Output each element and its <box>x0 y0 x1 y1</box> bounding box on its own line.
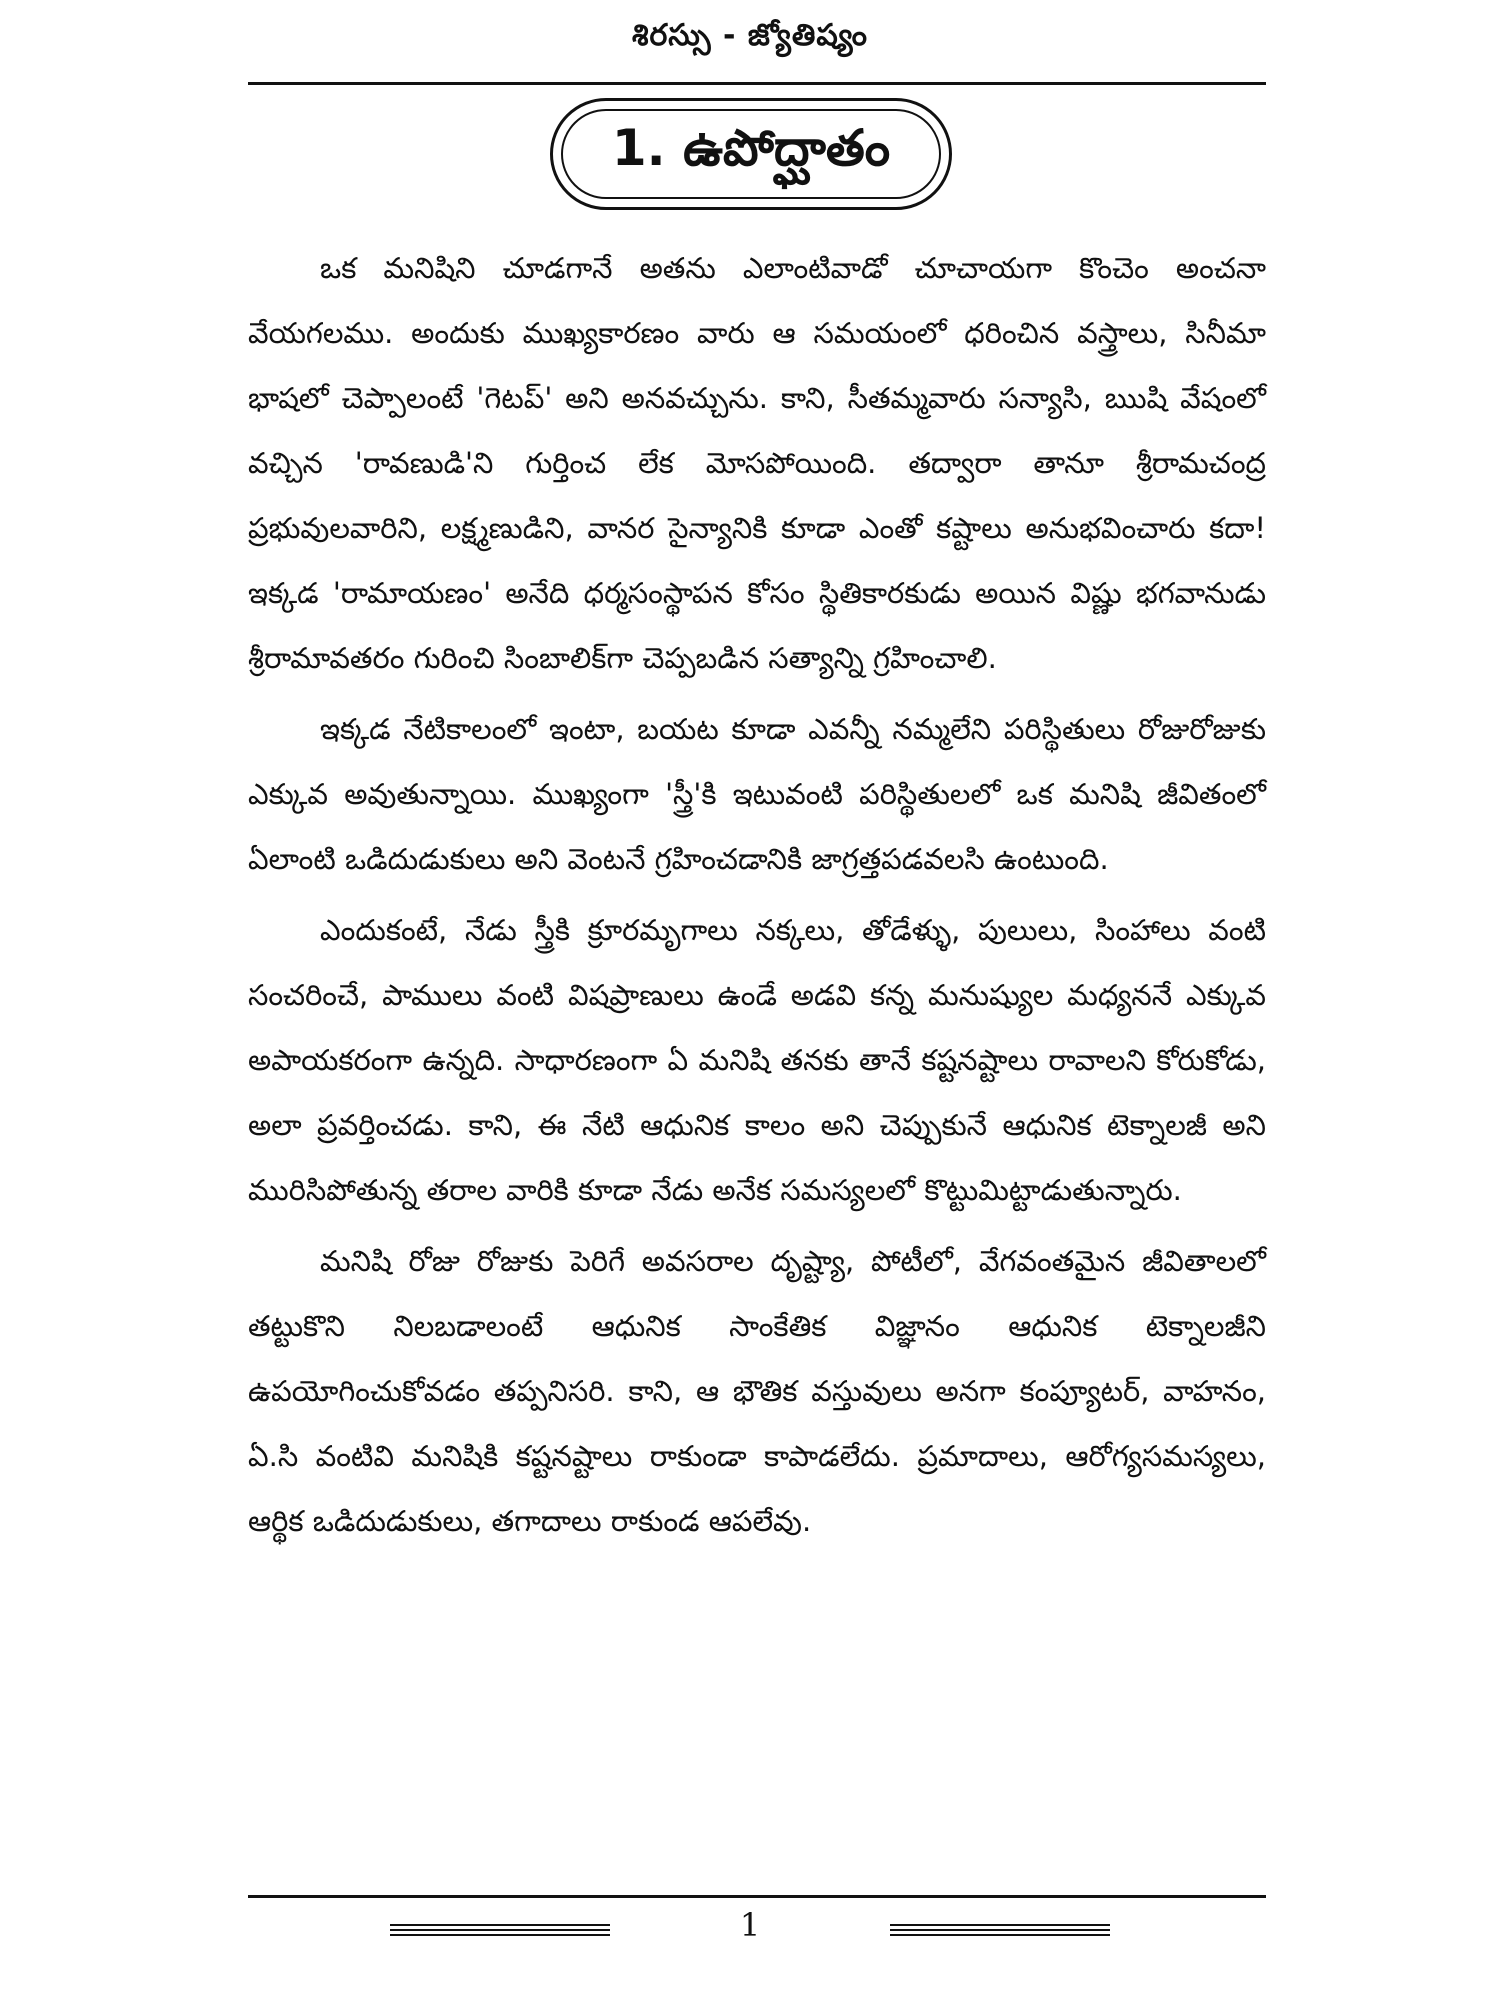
paragraph-2: ఇక్కడ నేటికాలంలో ఇంటా, బయట కూడా ఎవన్నీ నమ్మలేని పరిస్థితులు రోజురోజుకు ఎక్కువ అవుతున్నాయి. ముఖ్యంగా 'స్త్రీ'కి ఇటువంటి పరిస్థితులలో ఒక మనిషి జీవితంలో ఏలాంటి ఒడిదుడుకులు అని వెంటనే గ్రహించడానికి జాగ్రత్తపడవలసి ఉంటుంది. <box>248 712 1266 876</box>
running-header-title: శిరస్సు - జ్యోతిష్యం <box>631 18 869 53</box>
page-number: 1 <box>739 1906 761 1944</box>
body-text <box>248 236 1266 1560</box>
header-divider <box>248 82 1266 85</box>
chapter-title-frame <box>550 98 952 210</box>
footer-ornament-left <box>390 1924 610 1936</box>
footer-divider <box>248 1895 1266 1898</box>
chapter-title: 1. ఉపోద్ఘాతం <box>611 118 891 177</box>
paragraph-1: ఒక మనిషిని చూడగానే అతను ఎలాంటివాడో చూచాయగా కొంచెం అంచనా వేయగలము. అందుకు ముఖ్యకారణం వారు ఆ సమయంలో ధరించిన వస్త్రాలు, సినీమా భాషలో చెప్పాలంటే 'గెటప్' అని అనవచ్చును. కాని, సీతమ్మవారు సన్యాసి, ఋషి వేషంలో వచ్చిన 'రావణుడి'ని గుర్తించ లేక మోసపోయింది. తద్వారా తానూ శ్రీరామచంద్ర ప్రభువులవారిని, లక్ష్మణుడిని, వానర సైన్యానికి కూడా ఎంతో కష్టాలు అనుభవించారు కదా! ఇక్కడ 'రామాయణం' అనేది ధర్మసంస్థాపన కోసం స్థితికారకుడు అయిన విష్ణు భగవానుడు శ్రీరామావతరం గురించి సింబాలిక్‌గా చెప్పబడిన సత్యాన్ని గ్రహించాలి. <box>248 251 1266 675</box>
footer-ornament-right <box>890 1924 1110 1936</box>
paragraph-3: ఎందుకంటే, నేడు స్త్రీకి క్రూరమృగాలు నక్కలు, తోడేళ్ళు, పులులు, సింహాలు వంటి సంచరించే, పాములు వంటి విషప్రాణులు ఉండే అడవి కన్న మనుష్యుల మధ్యననే ఎక్కువ అపాయకరంగా ఉన్నది. సాధారణంగా ఏ మనిషి తనకు తానే కష్టనష్టాలు రావాలని కోరుకోడు, అలా ప్రవర్తించడు. కాని, ఈ నేటి ఆధునిక కాలం అని చెప్పుకునే ఆధునిక టెక్నాలజీ అని మురిసిపోతున్న తరాల వారికి కూడా నేడు అనేక సమస్యలలో కొట్టుమిట్టాడుతున్నారు. <box>248 913 1266 1207</box>
paragraph-4: మనిషి రోజు రోజుకు పెరిగే అవసరాల దృష్ట్యా, పోటీలో, వేగవంతమైన జీవితాలలో తట్టుకొని నిలబడాలంటే ఆధునిక సాంకేతిక విజ్ఞానం ఆధునిక టెక్నాలజీని ఉపయోగించుకోవడం తప్పనిసరి. కాని, ఆ భౌతిక వస్తువులు అనగా కంప్యూటర్, వాహనం, ఏ.సి వంటివి మనిషికి కష్టనష్టాలు రాకుండా కాపాడలేదు. ప్రమాదాలు, ఆరోగ్యసమస్యలు, ఆర్థిక ఒడిదుడుకులు, తగాదాలు రాకుండ ఆపలేవు. <box>248 1244 1266 1538</box>
